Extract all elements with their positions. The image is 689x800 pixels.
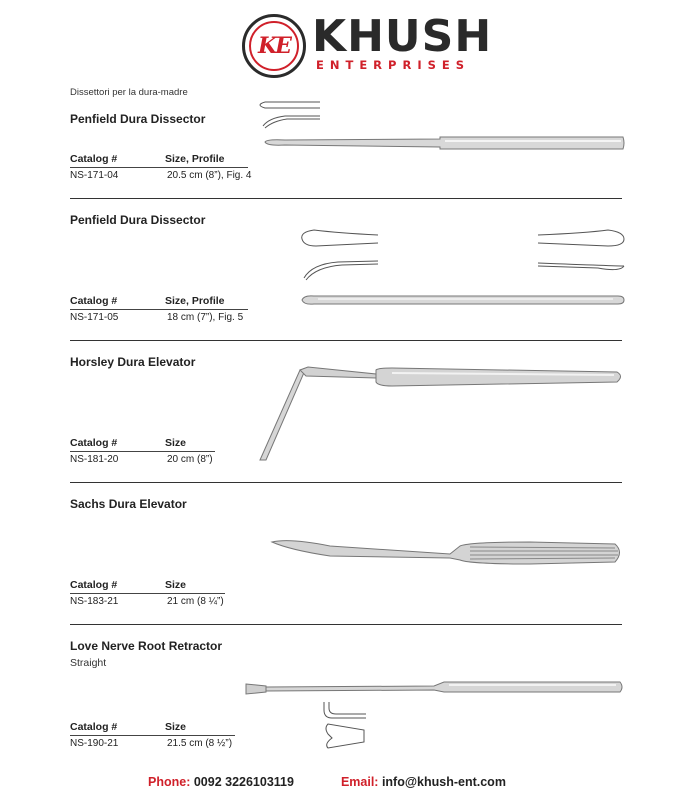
brand-logo: [242, 14, 306, 78]
category-label: Dissettori per la dura-madre: [70, 87, 188, 98]
phone-label: Phone:: [148, 775, 191, 789]
sachs-dura-elevator-illustration: [270, 532, 626, 572]
catalog-header: Catalog #: [70, 721, 118, 733]
penfield-dissector-fig4-illustration: [255, 96, 625, 156]
catalog-number: NS-181-20: [70, 454, 119, 465]
horsley-dura-elevator-illustration: [252, 362, 627, 464]
section-divider: [70, 198, 622, 199]
size-header: Size: [165, 437, 187, 449]
love-nerve-root-retractor-illustration: [244, 676, 626, 750]
phone-number[interactable]: 0092 3226103119: [193, 775, 294, 789]
penfield-dissector-fig5-illustration: [298, 228, 628, 310]
logo-inner-ring: [249, 21, 299, 71]
product-name: Love Nerve Root Retractor: [70, 639, 223, 653]
catalog-header: Catalog #: [70, 437, 118, 449]
size-value: 18 cm (7”), Fig. 5: [167, 312, 244, 323]
section-divider: [70, 624, 622, 625]
header-underline: [70, 451, 215, 452]
catalog-header: Catalog #: [70, 153, 118, 165]
brand-name: KHUSH: [312, 11, 493, 62]
brand-subtitle: ENTERPRISES: [316, 58, 471, 72]
catalog-number: NS-183-21: [70, 596, 119, 607]
catalog-header: Catalog #: [70, 579, 118, 591]
header-underline: [70, 167, 248, 168]
logo-mark: KE: [258, 33, 290, 59]
product-name: Sachs Dura Elevator: [70, 497, 187, 511]
header-underline: [70, 593, 225, 594]
product-name: Horsley Dura Elevator: [70, 355, 196, 369]
size-value: 20 cm (8”): [167, 454, 213, 465]
size-header: Size: [165, 721, 187, 733]
section-divider: [70, 482, 622, 483]
size-header: Size, Profile: [165, 153, 225, 165]
catalog-number: NS-190-21: [70, 738, 119, 749]
catalog-header: Catalog #: [70, 295, 118, 307]
product-note: Straight: [70, 657, 107, 669]
size-header: Size: [165, 579, 187, 591]
size-value: 21.5 cm (8 ½”): [167, 738, 233, 749]
size-header: Size, Profile: [165, 295, 225, 307]
header-underline: [70, 735, 235, 736]
catalog-number: NS-171-05: [70, 312, 119, 323]
size-value: 21 cm (8 ¼”): [167, 596, 224, 607]
catalog-number: NS-171-04: [70, 170, 119, 181]
header-underline: [70, 309, 248, 310]
section-divider: [70, 340, 622, 341]
product-name: Penfield Dura Dissector: [70, 213, 206, 227]
email-label: Email:: [340, 775, 379, 789]
footer-contact: [148, 775, 506, 789]
product-name: Penfield Dura Dissector: [70, 112, 206, 126]
email-address[interactable]: info@khush-ent.com: [381, 775, 506, 789]
size-value: 20.5 cm (8”), Fig. 4: [167, 170, 252, 181]
